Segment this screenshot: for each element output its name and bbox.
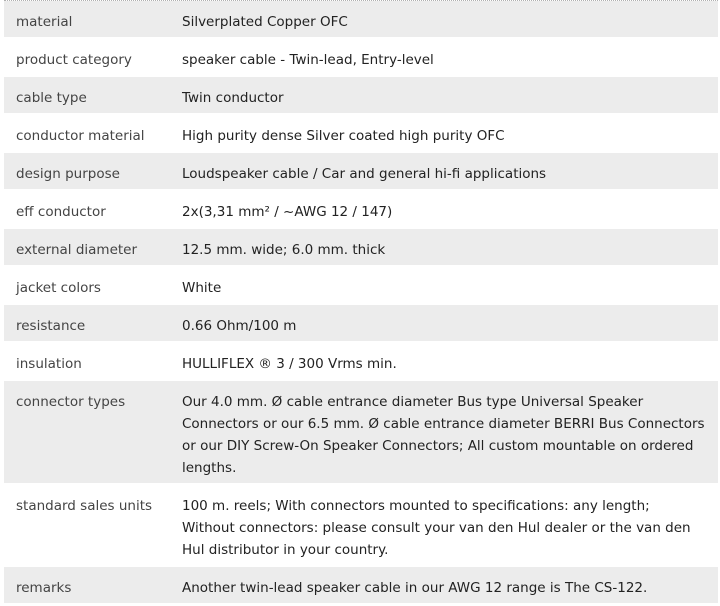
spec-row-connector-types: [4, 381, 718, 485]
spec-value: HULLIFLEX ® 3 / 300 Vrms min.: [182, 356, 397, 372]
spec-row-standard-sales-units: [4, 485, 718, 567]
spec-row-external-diameter: [4, 229, 718, 267]
spec-value: Loudspeaker cable / Car and general hi-fi applications: [182, 166, 547, 182]
spec-label: remarks: [16, 580, 72, 596]
spec-row-insulation: [4, 343, 718, 381]
spec-table: [4, 0, 718, 605]
spec-row-remarks: [4, 567, 718, 605]
spec-label: cable type: [16, 90, 87, 106]
spec-value: Twin conductor: [182, 90, 284, 106]
spec-value: 2x(3,31 mm² / ~AWG 12 / 147): [182, 204, 393, 220]
spec-value: Silverplated Copper OFC: [182, 14, 348, 30]
spec-row-design-purpose: [4, 153, 718, 191]
spec-value: speaker cable - Twin-lead, Entry-level: [182, 52, 434, 68]
spec-row-conductor-material: [4, 115, 718, 153]
spec-label: connector types: [16, 394, 126, 410]
spec-label: product category: [16, 52, 132, 68]
spec-label: material: [16, 14, 73, 30]
spec-label: eff conductor: [16, 204, 106, 220]
spec-row-resistance: [4, 305, 718, 343]
spec-row-cable-type: [4, 77, 718, 115]
spec-label: insulation: [16, 356, 82, 372]
spec-label: jacket colors: [16, 280, 101, 296]
spec-value: 100 m. reels; With connectors mounted to specifications: any length; Without connectors: please consult your van den Hul dealer or the van den Hul distributor in your country.: [182, 498, 691, 558]
spec-value: 0.66 Ohm/100 m: [182, 318, 297, 334]
spec-value: 12.5 mm. wide; 6.0 mm. thick: [182, 242, 386, 258]
spec-row-product-category: [4, 39, 718, 77]
spec-value: Our 4.0 mm. Ø cable entrance diameter Bus type Universal Speaker Connectors or our 6.5 mm. Ø cable entrance diameter BERRI Bus Connectors or our DIY Screw-On Speaker Connectors; All custom mountable on ordered lengths.: [182, 394, 705, 476]
spec-label: resistance: [16, 318, 86, 334]
spec-value: Another twin-lead speaker cable in our AWG 12 range is The CS-122.: [182, 580, 648, 596]
spec-value: High purity dense Silver coated high purity OFC: [182, 128, 505, 144]
spec-label: external diameter: [16, 242, 138, 258]
spec-row-eff-conductor: [4, 191, 718, 229]
spec-row-jacket-colors: [4, 267, 718, 305]
spec-row-material: [4, 1, 718, 39]
spec-label: standard sales units: [16, 498, 153, 514]
spec-value: White: [182, 280, 222, 296]
spec-label: conductor material: [16, 128, 145, 144]
spec-label: design purpose: [16, 166, 120, 182]
